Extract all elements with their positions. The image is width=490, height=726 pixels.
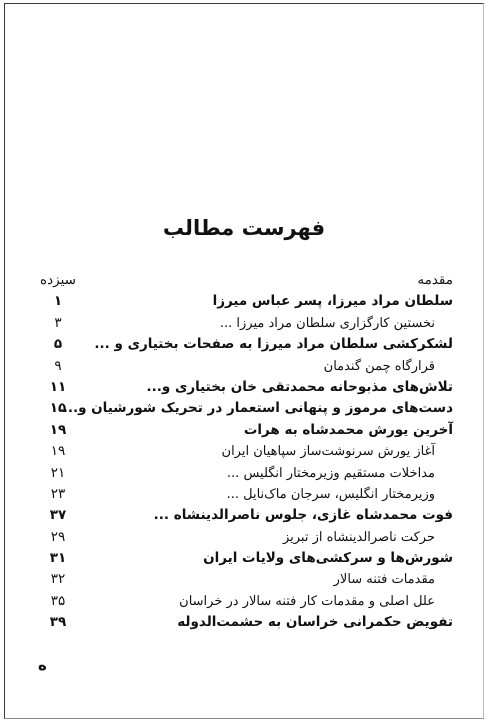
toc-entry	[39, 612, 453, 633]
toc-entry-page-number: ۳۲	[50, 571, 66, 588]
toc-entry-title: وزیرمختار انگلیس، سرجان ماک‌نایل ...	[226, 486, 435, 502]
table-of-contents	[39, 270, 453, 634]
toc-entry-title: لشکرکشی سلطان مراد میرزا به صفحات بختیاری و ...	[94, 336, 453, 353]
toc-entry-title: علل اصلی و مقدمات کار فتنه سالار در خراسان	[179, 593, 435, 609]
toc-entry	[39, 356, 453, 377]
toc-entry	[39, 484, 453, 505]
toc-entry	[39, 377, 453, 398]
page-frame	[4, 3, 484, 719]
toc-entry-title: مداخلات مستقیم وزیرمختار انگلیس ...	[226, 465, 435, 481]
toc-entry	[39, 291, 453, 312]
toc-entry	[39, 334, 453, 355]
toc-entry-page-number: ۲۹	[50, 528, 66, 545]
toc-entry	[39, 270, 453, 291]
toc-entry-title: نخستین کارگزاری سلطان مراد میرزا ...	[219, 315, 435, 331]
toc-entry-title: آخرین یورش محمدشاه به هرات	[243, 421, 453, 438]
toc-entry-title: مقدمه	[417, 272, 453, 288]
toc-entry-page-number: سیزده	[40, 272, 76, 288]
toc-entry-page-number: ۲۳	[50, 485, 66, 502]
toc-entry	[39, 420, 453, 441]
toc-entry-page-number: ۳۹	[49, 614, 67, 631]
toc-entry-title: مقدمات فتنه سالار	[333, 572, 435, 588]
toc-entry-page-number: ۳۱	[49, 550, 67, 567]
toc-entry-title: فوت محمدشاه غازی، جلوس ناصرالدینشاه ...	[153, 507, 453, 524]
toc-entry-page-number: ۵	[53, 336, 63, 353]
toc-entry-title: حرکت ناصرالدینشاه از تبریز	[282, 529, 435, 545]
toc-entry-page-number: ۱۱	[49, 378, 67, 395]
toc-entry-title: دست‌های مرموز و پنهانی استعمار در تحریک شورشیان و...	[62, 400, 453, 417]
toc-entry-title: آغاز یورش سرنوشت‌ساز سپاهیان ایران	[221, 444, 435, 460]
toc-entry	[39, 548, 453, 569]
toc-entry-title: سلطان مراد میرزا، پسر عباس میرزا	[212, 293, 453, 310]
toc-entry	[39, 591, 453, 612]
toc-entry-page-number: ۱۹	[50, 443, 66, 460]
page-folio: ه	[38, 656, 47, 674]
toc-entry-title: تفویض حکمرانی خراسان به حشمت‌الدوله	[177, 614, 453, 631]
toc-entry	[39, 527, 453, 548]
toc-entry-page-number: ۳۷	[49, 507, 67, 524]
toc-entry	[39, 398, 453, 419]
toc-entry	[39, 313, 453, 334]
toc-entry-title: شورش‌ها و سرکشی‌های ولایات ایران	[203, 550, 453, 567]
toc-entry-page-number: ۱۵	[49, 400, 67, 417]
toc-entry-title: قرارگاه چمن گندمان	[323, 358, 435, 374]
toc-entry-page-number: ۱۹	[49, 421, 67, 438]
toc-entry	[39, 463, 453, 484]
toc-entry-page-number: ۹	[54, 357, 62, 374]
toc-entry-page-number: ۱	[53, 293, 63, 310]
toc-entry-page-number: ۳۵	[50, 592, 66, 609]
toc-entry-page-number: ۲۱	[50, 464, 66, 481]
toc-entry	[39, 505, 453, 526]
toc-entry-page-number: ۳	[54, 314, 62, 331]
toc-entry-title: تلاش‌های مذبوحانه محمدتقی خان بختیاری و...	[146, 378, 453, 395]
page-title: فهرست مطالب	[162, 216, 326, 240]
toc-entry	[39, 441, 453, 462]
toc-entry	[39, 569, 453, 590]
